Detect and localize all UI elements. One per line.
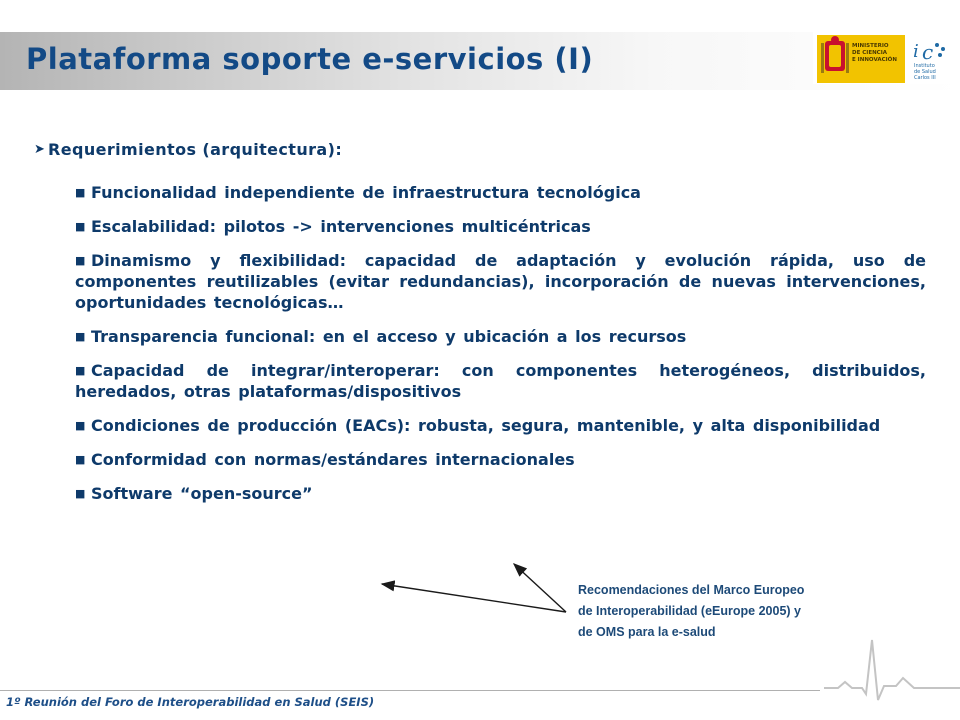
ecg-pulse-icon [824,640,960,700]
arrow-bullet-icon: ➤ [34,142,46,157]
footer-text: 1º Reunión del Foro de Interoperabilidad en Salud (SEIS) [6,695,375,709]
requirement-text: Funcionalidad independiente de infraestructura tecnológica [91,183,641,202]
requirement-text: Dinamismo y flexibilidad: capacidad de adaptación y evolución rápida, uso de componentes reutilizables (evitar redundancias), incorporación de nuevas intervenciones, oportunidades tecnológicas… [75,251,926,312]
ministry-line-1: MINISTERIO [852,43,889,49]
square-bullet-icon: ■ [75,487,86,500]
svg-text:i: i [913,41,919,62]
callout-line-3: de OMS para la e-salud [578,625,716,639]
ministry-line-2: DE CIENCIA [852,50,888,56]
section-heading: Requerimientos (arquitectura): [48,140,343,159]
footer-divider [0,690,820,691]
isciii-line-2: de Salud [914,69,936,75]
callout-line-1: Recomendaciones del Marco Europeo [578,583,805,597]
square-bullet-icon: ■ [75,419,86,432]
callout-arrow-left [382,584,566,612]
requirement-text: Transparencia funcional: en el acceso y ubicación a los recursos [91,327,687,346]
requirement-text: Condiciones de producción (EACs): robusta, segura, mantenible, y alta disponibilidad [91,416,881,435]
square-bullet-icon: ■ [75,453,86,466]
isciii-line-3: Carlos III [914,75,936,81]
slide-title: Plataforma soporte e-servicios (I) [26,42,594,76]
requirement-text: Escalabilidad: pilotos -> intervenciones multicéntricas [91,217,591,236]
ministry-line-3: E INNOVACIÓN [852,57,897,63]
requirement-text: Capacidad de integrar/interoperar: con componentes heterogéneos, distribuidos, heredados, otras plataformas/dispositivos [75,361,926,401]
square-bullet-icon: ■ [75,364,86,377]
square-bullet-icon: ■ [75,254,86,267]
requirement-text: Software “open-source” [91,484,313,503]
requirement-text: Conformidad con normas/estándares internacionales [91,450,575,469]
isciii-line-1: Instituto [914,63,935,69]
callout-line-2: de Interoperabilidad (eEurope 2005) y [578,604,801,618]
svg-text:c: c [922,40,934,64]
square-bullet-icon: ■ [75,220,86,233]
square-bullet-icon: ■ [75,186,86,199]
square-bullet-icon: ■ [75,330,86,343]
